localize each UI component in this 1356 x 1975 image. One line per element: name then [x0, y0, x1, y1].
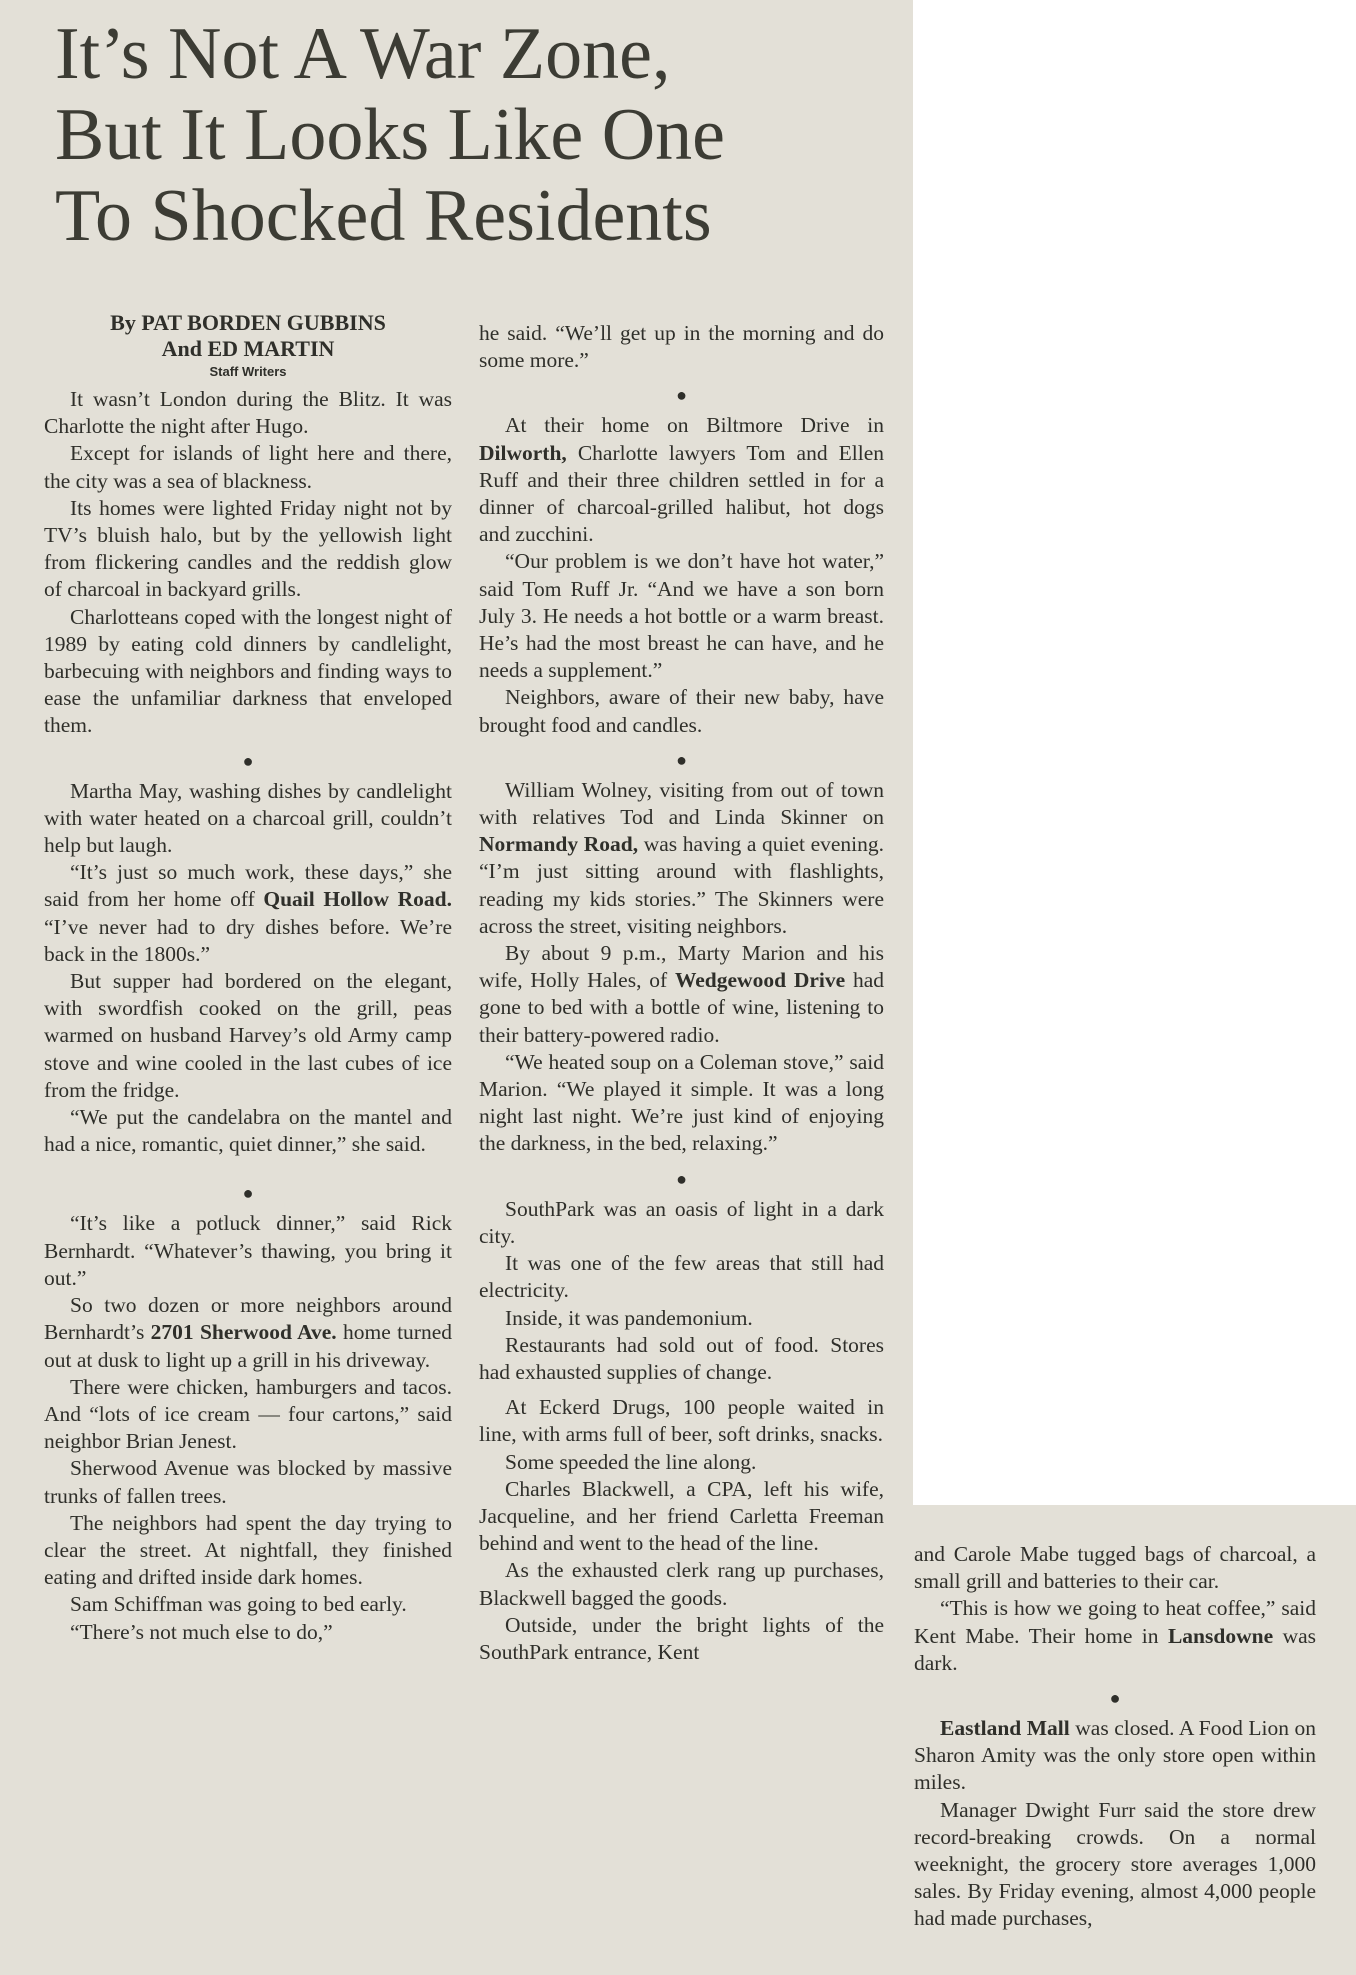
paragraph: “It’s like a potluck dinner,” said Rick Bernhardt. “Whatever’s thawing, you bring it out.” [44, 1211, 452, 1290]
paragraph: Restaurants had sold out of food. Stores had exhausted supplies of change. [479, 1332, 884, 1384]
byline-co-author: And ED MARTIN [161, 336, 335, 361]
paragraph: Martha May, washing dishes by candlelight with water heated on a charcoal grill, couldn’t help but laugh. [44, 778, 452, 858]
paragraph: “There’s not much else to do,” [70, 1619, 333, 1644]
headline-line-1: It’s Not A War Zone, [55, 13, 671, 95]
section-bullet: ● [676, 385, 687, 406]
paragraph: At Eckerd Drugs, 100 people waited in line, with arms full of beer, soft drinks, snacks. [479, 1395, 884, 1447]
paragraph: “We put the candelabra on the mantel and had a nice, romantic, quiet dinner,” she said. [44, 1105, 452, 1157]
paragraph: It wasn’t London during the Blitz. It was Charlotte the night after Hugo. [44, 387, 452, 439]
section-bullet: ● [242, 1183, 254, 1204]
section-bullet: ● [242, 750, 254, 771]
section-bullet: ● [676, 749, 687, 770]
paragraph: Sam Schiffman was going to bed early. [70, 1592, 407, 1617]
paragraph: Charlotteans coped with the longest night of 1989 by eating cold dinners by candlelight, barbecuing with neighbors and finding ways to ease the unfamiliar darkness that enveloped them. [44, 604, 452, 738]
column-1 [44, 310, 452, 1646]
paragraph: The neighbors had spent the day trying to clear the street. At nightfall, they finished eating and drifted inside dark homes. [44, 1510, 452, 1590]
paragraph: Sherwood Avenue was blocked by massive trunks of fallen trees. [44, 1456, 452, 1508]
paragraph: So two dozen or more neighbors around Bernhardt’s 2701 Sherwood Ave. home turned out at dusk to light up a grill in his driveway. [44, 1293, 453, 1372]
paragraph: Charles Blackwell, a CPA, left his wife, Jacqueline, and her friend Carletta Freeman behind and went to the head of the line. [479, 1476, 884, 1556]
column-2 [479, 320, 884, 1666]
section-bullet: ● [1109, 1688, 1121, 1709]
paragraph: “This is how we going to heat coffee,” said Kent Mabe. Their home in Lansdowne was dark. [914, 1596, 1316, 1675]
byline-staff: Staff Writers [209, 364, 287, 379]
paragraph: Some speeded the line along. [505, 1449, 757, 1474]
paragraph: Outside, under the bright lights of the SouthPark entrance, Kent [479, 1612, 884, 1664]
paragraph: Manager Dwight Furr said the store drew record-breaking crowds. On a normal weeknight, the grocery store averages 1,000 sales. By Friday evening, almost 4,000 people had made purchases, [914, 1797, 1316, 1931]
paragraph: Except for islands of light here and there, the city was a sea of blackness. [44, 441, 452, 493]
column-3 [914, 1541, 1316, 1933]
paragraph: he said. “We’ll get up in the morning and do some more.” [479, 321, 884, 373]
byline-authors: By PAT BORDEN GUBBINS [110, 310, 386, 335]
paragraph: At their home on Biltmore Drive in Dilworth, Charlotte lawyers Tom and Ellen Ruff and their three children settled in for a dinner of charcoal-grilled halibut, hot dogs and zucchini. [479, 413, 885, 547]
headline-line-2: But It Looks Like One [55, 94, 726, 176]
section-bullet: ● [676, 1168, 687, 1189]
paragraph: As the exhausted clerk rang up purchases, Blackwell bagged the goods. [479, 1558, 884, 1610]
paragraph: Neighbors, aware of their new baby, have brought food and candles. [479, 685, 884, 737]
paragraph: There were chicken, hamburgers and tacos. And “lots of ice cream — four cartons,” said neighbor Brian Jenest. [44, 1374, 452, 1454]
paragraph: Its homes were lighted Friday night not by TV’s bluish halo, but by the yellowish light from flickering candles and the reddish glow of charcoal in backyard grills. [44, 495, 452, 602]
headline [55, 14, 905, 257]
paragraph: Inside, it was pandemonium. [505, 1305, 753, 1330]
paragraph: SouthPark was an oasis of light in a dark city. [479, 1196, 884, 1248]
paragraph: By about 9 p.m., Marty Marion and his wife, Holly Hales, of Wedgewood Drive had gone to bed with a bottle of wine, listening to their battery-powered radio. [479, 941, 885, 1047]
paragraph: William Wolney, visiting from out of town with relatives Tod and Linda Skinner on Normandy Road, was having a quiet evening. “I’m just sitting around with flashlights, reading my kids stories.” The Skinners were across the street, visiting neighbors. [479, 777, 884, 938]
paragraph: “We heated soup on a Coleman stove,” said Marion. “We played it simple. It was a long night last night. We’re just kind of enjoying the darkness, in the bed, relaxing.” [479, 1049, 884, 1156]
paragraph: and Carole Mabe tugged bags of charcoal, a small grill and batteries to their car. [914, 1542, 1316, 1594]
paragraph: “It’s just so much work, these days,” she said from her home off Quail Hollow Road. “I’ve never had to dry dishes before. We’re back in the 1800s.” [44, 860, 453, 966]
paragraph: It was one of the few areas that still had electricity. [479, 1251, 884, 1303]
paragraph: But supper had bordered on the elegant, with swordfish cooked on the grill, peas warmed on husband Harvey’s old Army camp stove and wine cooled in the last cubes of ice from the fridge. [44, 969, 452, 1102]
headline-line-3: To Shocked Residents [55, 175, 712, 257]
paragraph: Eastland Mall was closed. A Food Lion on Sharon Amity was the only store open within miles. [914, 1716, 1316, 1795]
paragraph: “Our problem is we don’t have hot water,” said Tom Ruff Jr. “And we have a son born July 3. He needs a hot bottle or a warm breast. He’s had the most breast he can have, and he needs a supplement.” [479, 549, 884, 683]
